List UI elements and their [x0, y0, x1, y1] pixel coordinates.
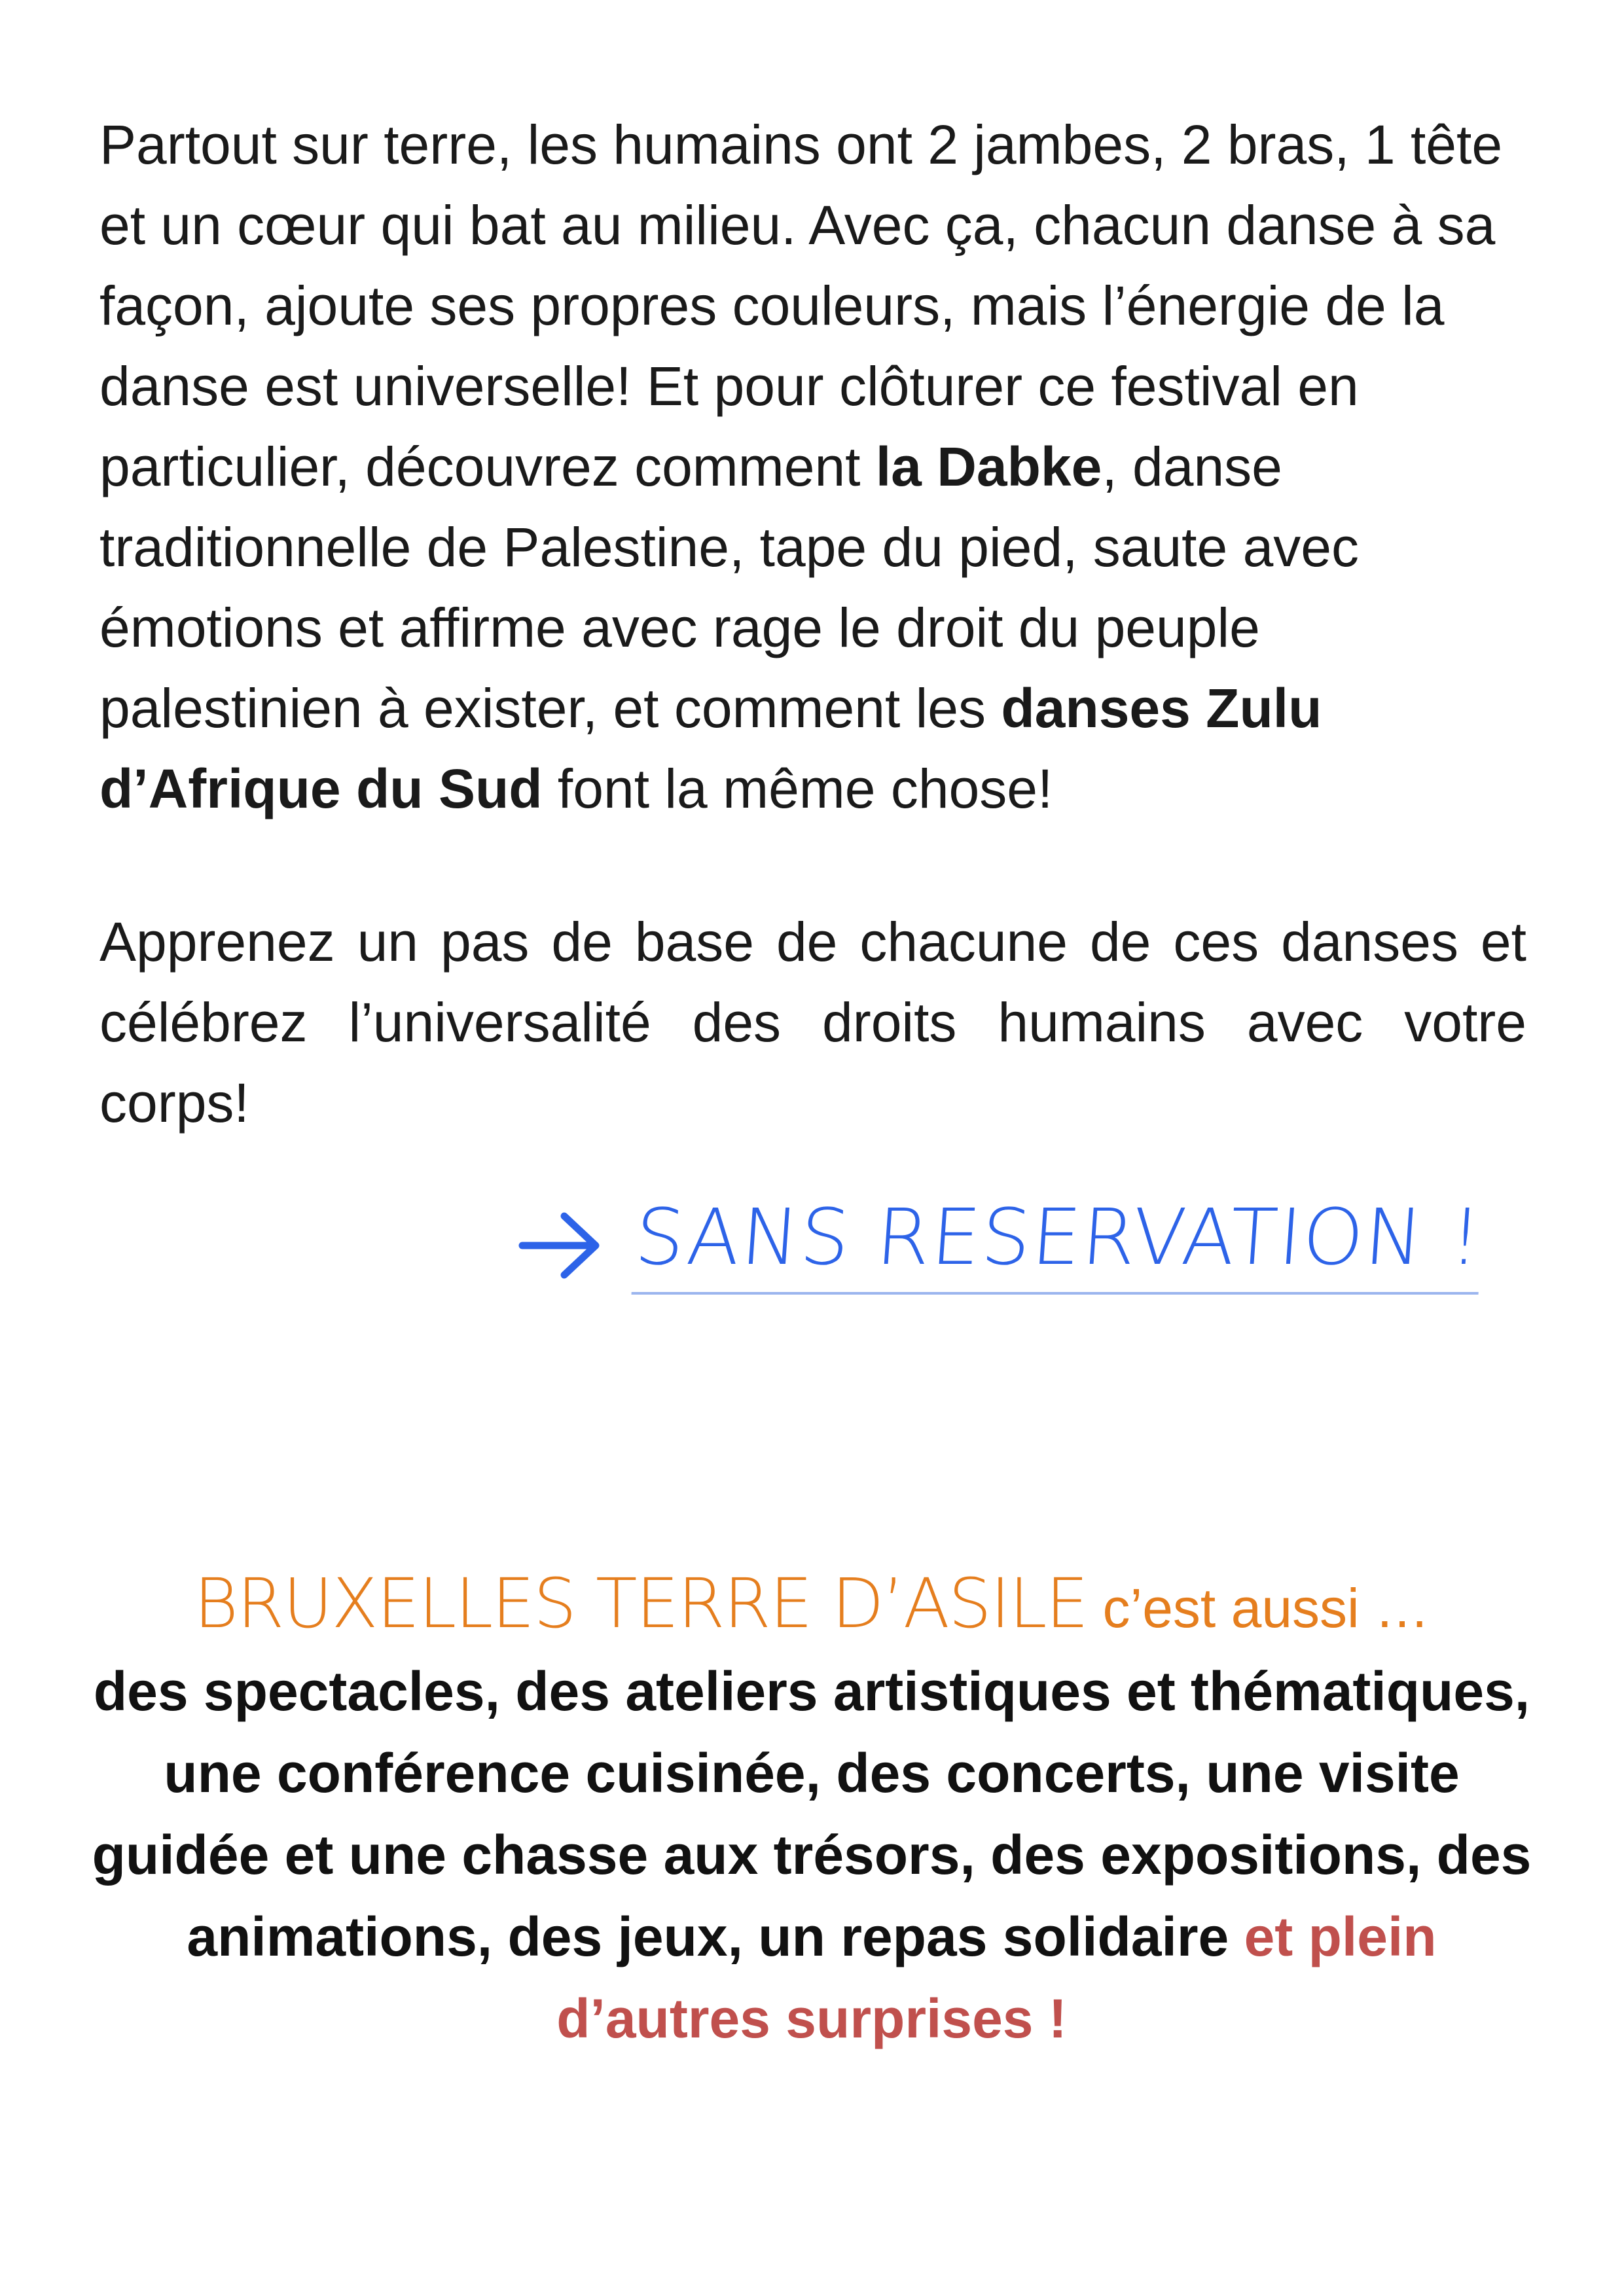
- zulu-bold-text: danses Zulu d’Afrique du Sud: [99, 677, 1322, 819]
- surprises-highlight: et plein d’autres surprises !: [556, 1906, 1437, 2049]
- activities-list: des spectacles, des ateliers artistiques et thématiques, une conférence cuisinée, des concerts, une visite guidée et une chasse aux trésors, des expositions, des animations, des jeux, un repas solidaire: [92, 1660, 1532, 1967]
- no-reservation-callout: [517, 1191, 1486, 1302]
- intro-text-part-1: Partout sur terre, les humains ont 2 jambes, 2 bras, 1 tête et un cœur qui bat au milieu. Avec ça, chacun danse à sa façon, ajoute ses propres couleurs, mais l’énergie de la danse est universelle! Et pour clôturer ce festival en particulier, découvrez comment: [99, 114, 1503, 497]
- brand-suffix: c’est aussi …: [1087, 1577, 1430, 1639]
- brand-line: [85, 1561, 1538, 1651]
- intro-paragraph: [99, 105, 1526, 829]
- learn-paragraph: Apprenez un pas de base de chacune de ces danses et célébrez l’universalité des droits humains avec votre corps!: [99, 911, 1526, 1134]
- intro-text-part-2: , danse traditionnelle de Palestine, tape du pied, saute avec émotions et affirme avec rage le droit du peuple palestinien à exister, et comment les: [99, 436, 1360, 739]
- arrow-right-icon: [517, 1210, 602, 1282]
- footer-block: [85, 1561, 1538, 2060]
- no-reservation-link[interactable]: SANS RESERVATION !: [631, 1191, 1485, 1295]
- brand-name: BRUXELLES TERRE D’ASILE: [193, 1564, 1088, 1643]
- intro-text-part-3: font la même chose!: [542, 758, 1053, 819]
- dabke-bold-text: la Dabke: [875, 436, 1102, 497]
- activities-text: [85, 1651, 1538, 2060]
